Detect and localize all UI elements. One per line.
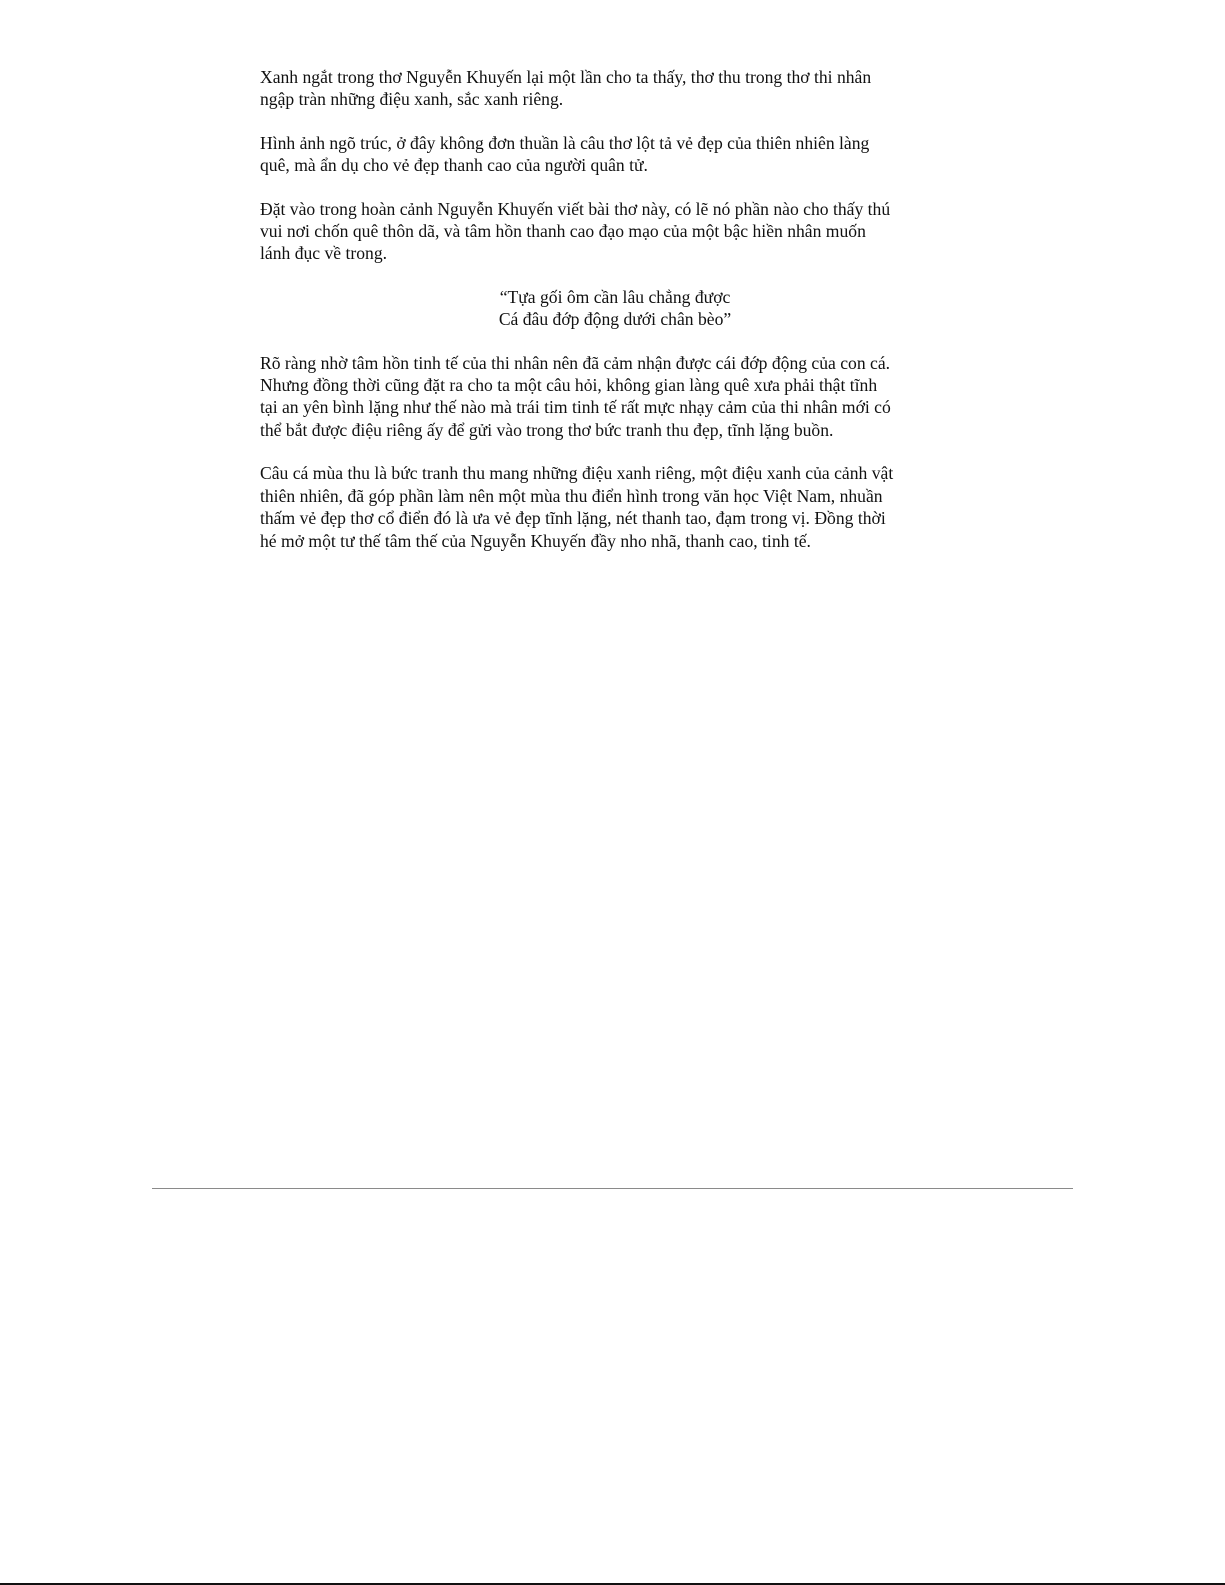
poem-quote <box>260 286 970 331</box>
text-line: thấm vẻ đẹp thơ cổ điển đó là ưa vẻ đẹp tĩnh lặng, nét thanh tao, đạm trong vị. Đồng thời <box>260 508 886 529</box>
paragraph-ngo-truc <box>260 132 970 177</box>
text-line: Đặt vào trong hoàn cảnh Nguyễn Khuyến viết bài thơ này, có lẽ nó phần nào cho thấy thú <box>260 198 891 219</box>
poem-line: Cá đâu đớp động dưới chân bèo” <box>498 309 732 330</box>
text-line: vui nơi chốn quê thôn dã, và tâm hồn thanh cao đạo mạo của một bậc hiền nhân muốn <box>260 221 866 242</box>
document-page <box>260 66 970 573</box>
text-line: Nhưng đồng thời cũng đặt ra cho ta một câu hỏi, không gian làng quê xưa phải thật tĩnh <box>260 375 878 396</box>
paragraph-xanh-ngat <box>260 66 970 111</box>
text-line: lánh đục về trong. <box>260 243 388 264</box>
text-line: tại an yên bình lặng như thế nào mà trái tim tinh tế rất mực nhạy cảm của thi nhân mới có <box>260 397 891 418</box>
page-divider <box>152 1188 1073 1189</box>
text-line: Xanh ngắt trong thơ Nguyễn Khuyến lại một lần cho ta thấy, thơ thu trong thơ thi nhân <box>260 67 872 87</box>
text-line: ngập tràn những điệu xanh, sắc xanh riêng. <box>260 89 564 110</box>
text-line: thể bắt được điệu riêng ấy để gửi vào trong thơ bức tranh thu đẹp, tĩnh lặng buồn. <box>260 419 834 440</box>
poem-line: “Tựa gối ôm cần lâu chẳng được <box>499 286 731 307</box>
paragraph-tam-hon <box>260 352 970 442</box>
text-line: thiên nhiên, đã góp phần làm nên một mùa thu điển hình trong văn học Việt Nam, nhuần <box>260 485 883 506</box>
text-line: quê, mà ẩn dụ cho vẻ đẹp thanh cao của người quân tử. <box>260 155 648 176</box>
text-line: Hình ảnh ngõ trúc, ở đây không đơn thuần là câu thơ lột tả vẻ đẹp của thiên nhiên làng <box>260 132 870 153</box>
text-line: Rõ ràng nhờ tâm hồn tinh tế của thi nhân nên đã cảm nhận được cái đớp động của con cá. <box>260 352 891 373</box>
text-line: hé mở một tư thế tâm thế của Nguyễn Khuyến đầy nho nhã, thanh cao, tinh tế. <box>260 530 811 551</box>
text-line: Câu cá mùa thu là bức tranh thu mang những điệu xanh riêng, một điệu xanh của cảnh vật <box>260 463 894 484</box>
paragraph-hoan-canh <box>260 198 970 265</box>
paragraph-cau-ca-mua-thu <box>260 462 970 552</box>
